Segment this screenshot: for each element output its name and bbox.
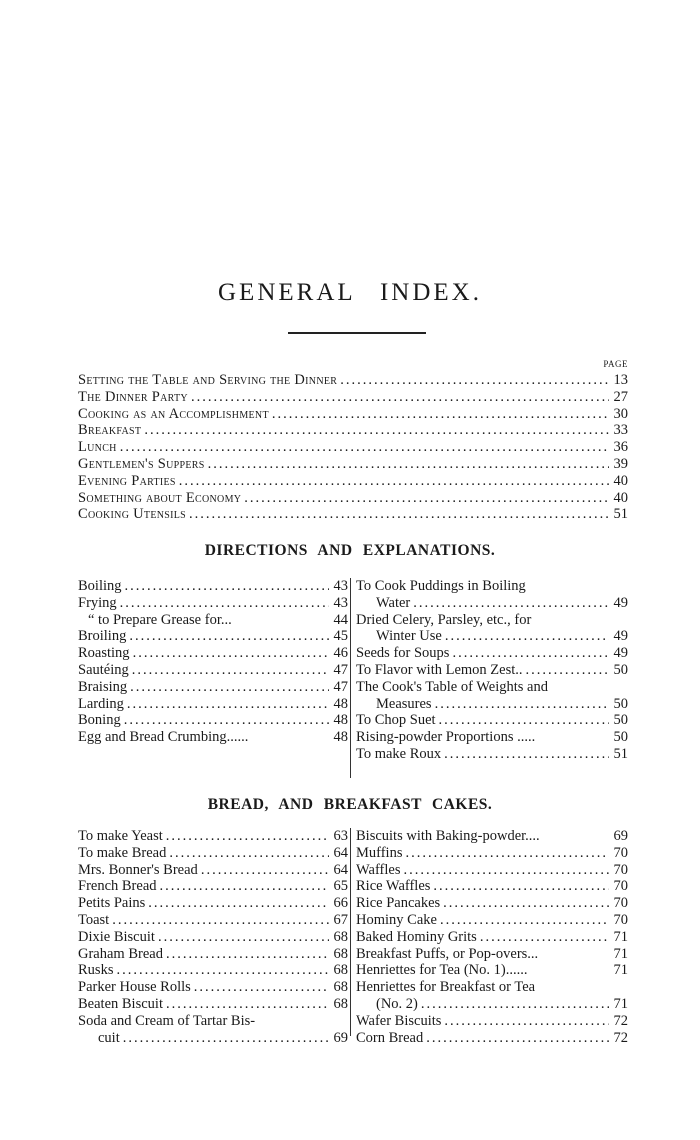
index-entry[interactable]: Rice Pancakes ..... 70 — [356, 895, 628, 912]
index-entry[interactable]: Wafer Biscuits ..... 72 — [356, 1013, 628, 1030]
index-entry[interactable]: Sautéing ..... 47 — [78, 662, 348, 679]
index-entry[interactable]: Beaten Biscuit ..... 68 — [78, 996, 348, 1013]
index-entry[interactable]: Parker House Rolls ..... 68 — [78, 979, 348, 996]
index-entry[interactable]: Toast ..... 67 — [78, 912, 348, 929]
index-entry[interactable]: Dried Celery, Parsley, etc., for — [356, 611, 532, 628]
entry-page: 40 — [613, 472, 628, 489]
contents-entry[interactable] — [78, 422, 628, 439]
entry-page: 40 — [613, 489, 628, 506]
contents-entry[interactable] — [78, 406, 628, 423]
index-entry[interactable]: Baked Hominy Grits ..... 71 — [356, 929, 628, 946]
index-entry[interactable]: Petits Pains ..... 66 — [78, 895, 348, 912]
index-entry[interactable]: Frying ..... 43 — [78, 595, 348, 612]
index-entry[interactable]: Corn Bread ..... 72 — [356, 1030, 628, 1047]
directions-left-column — [78, 578, 348, 746]
entry-label: The Dinner Party — [78, 388, 188, 405]
index-entry[interactable]: Boning ..... 48 — [78, 712, 348, 729]
title-divider — [288, 332, 426, 334]
index-entry[interactable]: Broiling ..... 45 — [78, 628, 348, 645]
column-divider — [350, 828, 351, 1036]
index-entry-continued[interactable]: (No. 2) ..... 71 — [356, 996, 628, 1013]
index-entry[interactable]: To make Yeast ..... 63 — [78, 828, 348, 845]
index-entry[interactable]: Seeds for Soups ..... 49 — [356, 645, 628, 662]
bread-right-column — [356, 828, 628, 1046]
index-entry[interactable]: To Flavor with Lemon Zest.. ..... 50 — [356, 662, 628, 679]
contents-entry[interactable] — [78, 456, 628, 473]
index-entry-continued[interactable]: cuit ..... 69 — [78, 1030, 348, 1047]
index-entry[interactable]: Braising ..... 47 — [78, 679, 348, 696]
directions-right-column — [356, 578, 628, 763]
entry-page: 13 — [613, 372, 628, 388]
index-entry[interactable]: Larding ..... 48 — [78, 696, 348, 713]
index-entry[interactable]: Biscuits with Baking-powder.... 69 — [356, 828, 628, 844]
index-entry[interactable]: To Cook Puddings in Boiling — [356, 578, 526, 594]
contents-entry[interactable] — [78, 490, 628, 507]
index-entry[interactable]: Mrs. Bonner's Bread ..... 64 — [78, 862, 348, 879]
entry-label: Evening Parties — [78, 472, 176, 489]
entry-page: 36 — [613, 439, 628, 456]
index-entry[interactable]: Dixie Biscuit ..... 68 — [78, 929, 348, 946]
contents-entry[interactable] — [78, 473, 628, 490]
column-divider — [350, 578, 351, 778]
section-heading-directions: DIRECTIONS AND EXPLANATIONS. — [204, 542, 496, 559]
index-entry[interactable]: Waffles ..... 70 — [356, 862, 628, 879]
contents-entry[interactable] — [78, 372, 628, 389]
index-entry[interactable]: Rice Waffles ..... 70 — [356, 878, 628, 895]
entry-page: 33 — [613, 422, 628, 439]
entry-page: 51 — [613, 506, 628, 523]
index-entry[interactable]: Egg and Bread Crumbing...... 48 — [78, 729, 348, 746]
entry-label: Cooking as an Accomplishment — [78, 405, 269, 422]
bread-left-column — [78, 828, 348, 1046]
index-entry[interactable]: French Bread ..... 65 — [78, 878, 348, 895]
index-entry[interactable]: Henriettes for Breakfast or Tea — [356, 979, 536, 996]
contents-entry[interactable] — [78, 439, 628, 456]
index-entry-continued[interactable]: Water ..... 49 — [356, 595, 628, 612]
entry-page: 30 — [613, 405, 628, 422]
index-entry-continued[interactable]: Measures ..... 50 — [356, 696, 628, 713]
index-entry[interactable]: Graham Bread ..... 68 — [78, 946, 348, 963]
contents-entry[interactable] — [78, 389, 628, 406]
entry-label: Setting the Table and Serving the Dinner — [78, 372, 338, 388]
index-entry[interactable]: Roasting ..... 46 — [78, 645, 348, 662]
index-entry[interactable]: Breakfast Puffs, or Pop-overs... 71 — [356, 945, 628, 962]
entry-page: 39 — [613, 455, 628, 472]
index-entry[interactable]: Henriettes for Tea (No. 1)...... 71 — [356, 962, 628, 979]
page-column-label: PAGE — [603, 359, 628, 369]
entry-label: Gentlemen's Suppers — [78, 455, 205, 472]
index-entry[interactable]: Boiling ..... 43 — [78, 578, 348, 595]
index-entry[interactable]: Muffins ..... 70 — [356, 845, 628, 862]
section-heading-bread: BREAD, AND BREAKFAST CAKES. — [207, 796, 493, 813]
index-entry[interactable]: Hominy Cake ..... 70 — [356, 912, 628, 929]
index-entry-continued[interactable]: Winter Use ..... 49 — [356, 628, 628, 645]
entry-label: Something about Economy — [78, 489, 242, 506]
contents-entry[interactable] — [78, 506, 628, 523]
entry-label: Cooking Utensils — [78, 506, 187, 523]
index-entry[interactable]: Rising-powder Proportions ..... 50 — [356, 729, 628, 746]
index-entry[interactable]: “ to Prepare Grease for... 44 — [88, 611, 348, 628]
entry-label: Lunch — [78, 439, 117, 456]
contents-list — [78, 372, 628, 523]
entry-label: Breakfast — [78, 422, 142, 439]
index-entry[interactable]: To Chop Suet ..... 50 — [356, 712, 628, 729]
index-entry[interactable]: Soda and Cream of Tartar Bis- — [78, 1012, 256, 1029]
index-entry[interactable]: To make Bread ..... 64 — [78, 845, 348, 862]
page-title: GENERAL INDEX. — [218, 278, 482, 306]
entry-page: 27 — [613, 388, 628, 405]
index-entry[interactable]: Rusks ..... 68 — [78, 962, 348, 979]
index-entry[interactable]: To make Roux ..... 51 — [356, 746, 628, 763]
index-entry[interactable]: The Cook's Table of Weights and — [356, 678, 548, 695]
